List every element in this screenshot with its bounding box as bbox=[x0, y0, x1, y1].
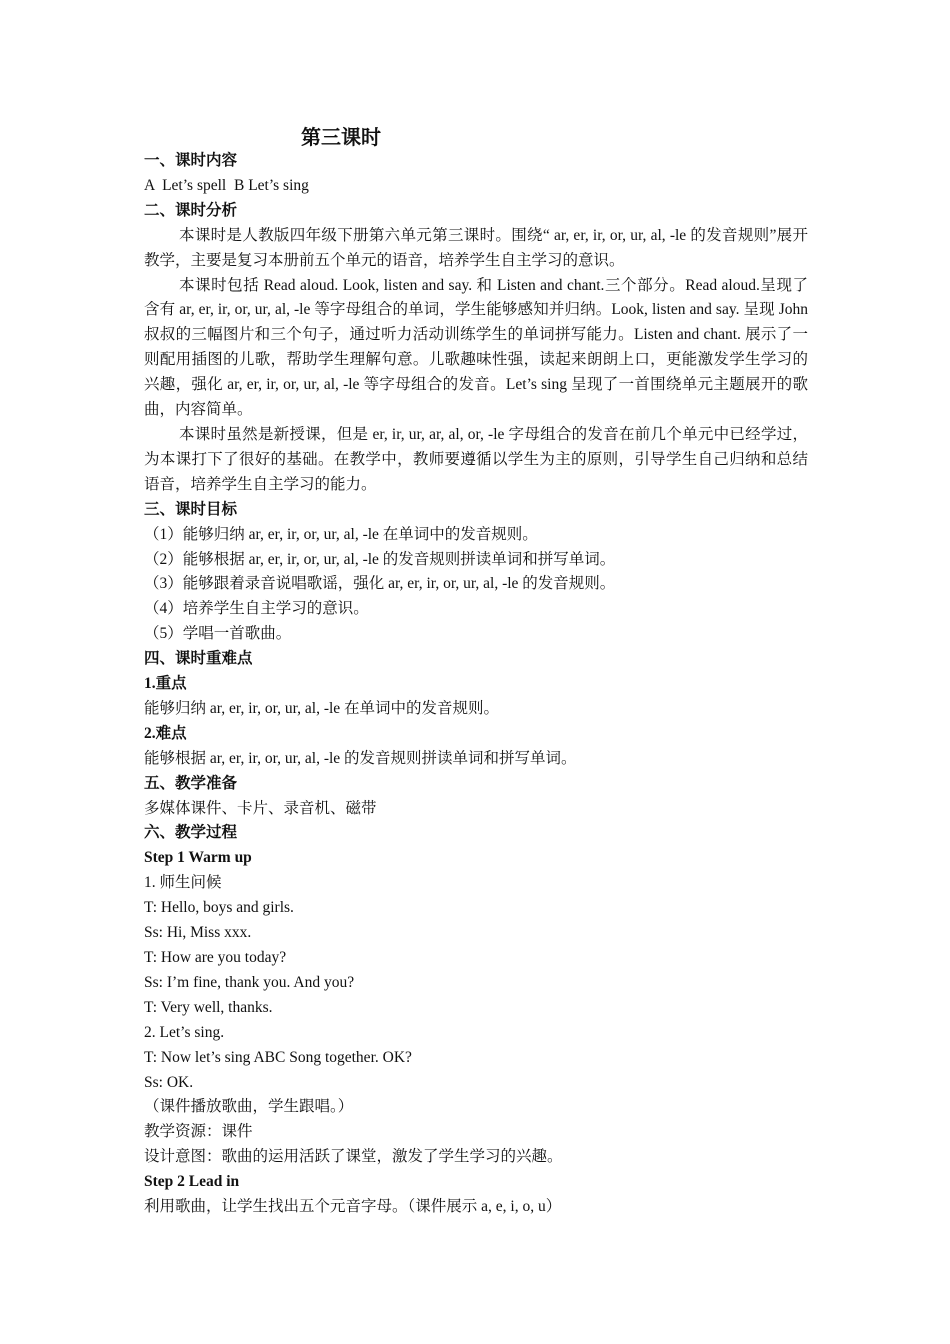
section-heading-lesson-content: 一、课时内容 bbox=[144, 152, 238, 169]
lesson-content-line: A Let’s spell B Let’s sing bbox=[144, 176, 309, 194]
dialog-line: Ss: I’m fine, thank you. And you? bbox=[144, 973, 355, 991]
goal-item: （5）学唱一首歌曲。 bbox=[144, 625, 292, 643]
difficult-point-text: 能够根据 ar, er, ir, or, ur, al, -le 的发音规则拼读单词和拼写单词。 bbox=[144, 749, 577, 767]
key-point-label: 1.重点 bbox=[144, 675, 187, 693]
goal-item: （3）能够跟着录音说唱歌谣，强化 ar, er, ir, or, ur, al, -le 的发音规则。 bbox=[144, 575, 616, 593]
design-intent: 设计意图：歌曲的运用活跃了课堂，激发了学生学习的兴趣。 bbox=[144, 1148, 563, 1166]
page-title: 第三课时 bbox=[301, 127, 381, 149]
dialog-line: Ss: Hi, Miss xxx. bbox=[144, 924, 252, 942]
section-heading-teaching-process: 六、教学过程 bbox=[144, 824, 238, 842]
section-heading-preparation: 五、教学准备 bbox=[144, 774, 238, 792]
dialog-line: T: Very well, thanks. bbox=[144, 998, 273, 1016]
key-point-text: 能够归纳 ar, er, ir, or, ur, al, -le 在单词中的发音规则。 bbox=[144, 699, 500, 717]
difficult-point-label: 2.难点 bbox=[144, 724, 187, 742]
preparation-line: 多媒体课件、卡片、录音机、磁带 bbox=[144, 799, 377, 817]
teaching-resource: 教学资源：课件 bbox=[144, 1123, 253, 1141]
section-heading-lesson-analysis: 二、课时分析 bbox=[144, 201, 238, 219]
dialog-line: T: Now let’s sing ABC Song together. OK? bbox=[144, 1048, 412, 1066]
step-1-item-2: 2. Let’s sing. bbox=[144, 1023, 225, 1041]
analysis-paragraph-2: 本课时包括 Read aloud. Look, listen and say. 和 Listen and chant.三个部分。Read aloud.呈现了含有 ar, er, ir, or, ur, al, -le 等字母组合的单词，学生能够感知并归纳。Look, listen and say. 呈现 John 叔叔的三幅图片和三个句子，通过听力活动训练学生的单词拼写能力。Listen and chant. 展示了一则配用插图的儿歌，帮助学生理解句意。儿歌趣味性强，读起来朗朗上口，更能激发学生学习的兴趣，强化 ar, er, ir, or, ur, al, -le 等字母组合的发音。Let’s sing 呈现了一首围绕单元主题展开的歌曲，内容简单。 bbox=[144, 276, 808, 419]
step-1-item-1: 1. 师生问候 bbox=[144, 874, 222, 892]
step-1-note: （课件播放歌曲，学生跟唱。） bbox=[144, 1098, 354, 1116]
step-1-heading: Step 1 Warm up bbox=[144, 849, 252, 867]
section-heading-lesson-goals: 三、课时目标 bbox=[144, 500, 238, 518]
step-2-heading: Step 2 Lead in bbox=[144, 1173, 240, 1191]
document-body bbox=[144, 149, 808, 1220]
goal-item: （4）培养学生自主学习的意识。 bbox=[144, 600, 369, 618]
goal-item: （1）能够归纳 ar, er, ir, or, ur, al, -le 在单词中的发音规则。 bbox=[144, 525, 538, 543]
section-heading-key-points: 四、课时重难点 bbox=[144, 650, 253, 668]
step-2-line: 利用歌曲，让学生找出五个元音字母。（课件展示 a, e, i, o, u） bbox=[144, 1198, 562, 1216]
dialog-line: T: Hello, boys and girls. bbox=[144, 899, 294, 917]
dialog-line: T: How are you today? bbox=[144, 949, 287, 966]
analysis-paragraph-3: 本课时虽然是新授课，但是 er, ir, ur, ar, al, or, -le 字母组合的发音在前几个单元中已经学过，为本课打下了很好的基础。在教学中，教师要遵循以学生为主的原则，引导学生自己归纳和总结语音，培养学生自主学习的能力。 bbox=[144, 425, 808, 493]
goal-item: （2）能够根据 ar, er, ir, or, ur, al, -le 的发音规则拼读单词和拼写单词。 bbox=[144, 550, 616, 568]
analysis-paragraph-1: 本课时是人教版四年级下册第六单元第三课时。围绕“ ar, er, ir, or, ur, al, -le 的发音规则”展开教学，主要是复习本册前五个单元的语音，培养学生自主学习的意识。 bbox=[144, 226, 808, 269]
dialog-line: Ss: OK. bbox=[144, 1073, 194, 1091]
